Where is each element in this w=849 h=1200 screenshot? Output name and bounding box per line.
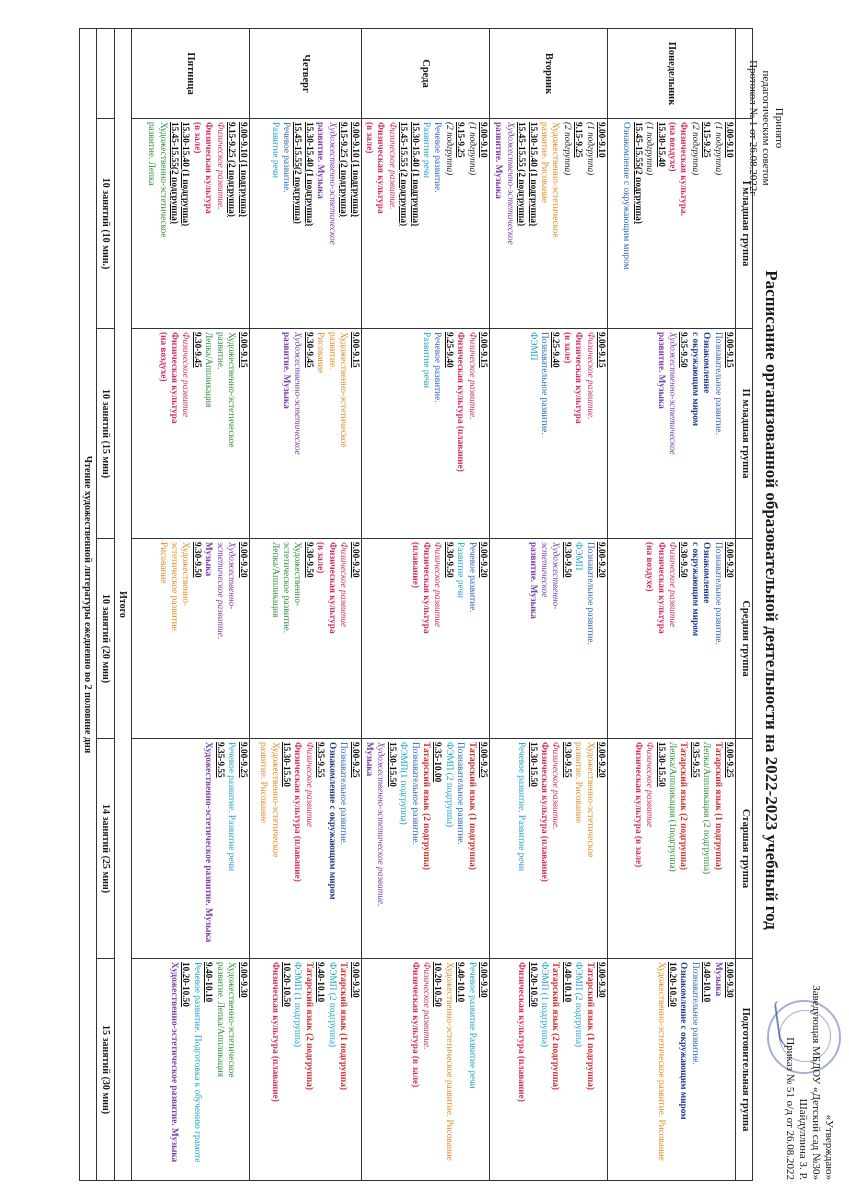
activity-line: развитие. Лепка	[146, 122, 157, 186]
schedule-cell	[361, 959, 489, 1181]
activity-line: Развитие речи	[269, 122, 280, 179]
activity-line: Рисование	[315, 332, 326, 374]
activity-line: Речевое развитие.	[432, 332, 443, 403]
time-slot: 9.30-9.50	[561, 542, 572, 578]
activity-line: ФЭМП (2 подгруппа)	[443, 742, 454, 828]
activity-line: Развитие речи	[455, 542, 466, 599]
time-slot: 9.00-9.30	[724, 962, 734, 998]
time-slot: 15.45-15.55 (2 подгруппа)	[516, 122, 527, 227]
activity-line: (1 подгруппа)	[584, 122, 595, 176]
time-slot: 9.00-9.25	[724, 742, 734, 778]
time-slot: 15.30-15.40 (1 подгруппа)	[409, 122, 420, 227]
activity-line: Художественно-эстетическое	[504, 122, 515, 245]
activity-line: Физическая культура (плавание)	[269, 962, 280, 1102]
time-slot: 10.20-10.50	[666, 962, 677, 1007]
activity-line: Познавательное развитие.	[538, 332, 549, 435]
day-label: Среда	[361, 29, 489, 119]
activity-line: (в зале)	[191, 122, 202, 154]
time-slot: 9.40-10.10	[203, 962, 214, 1003]
time-slot: 9.15-9.25	[701, 122, 712, 158]
time-slot: 9.00-9.30	[349, 962, 360, 998]
activity-line: Художественно-эстетическое	[269, 742, 280, 858]
time-slot: 15.30-15.40 (1 подгруппа)	[180, 122, 191, 227]
time-slot: 9.30-9.45	[303, 332, 314, 368]
activity-line: Физическое развитие	[180, 332, 191, 418]
approved-by-block	[783, 930, 835, 1180]
activity-line: Татарский язык (1 подгруппа)	[584, 962, 595, 1090]
activity-line: Речевое развитие.	[466, 542, 477, 613]
activity-line: ФЭМП (1 подгруппа)	[292, 962, 303, 1048]
column-header: II младшая группа	[736, 329, 753, 539]
time-slot: 9.15-9.25 (2 подгруппа)	[338, 122, 349, 217]
schedule-cell	[608, 739, 736, 959]
activity-line: развитие. Музыка	[527, 542, 538, 619]
activity-line: эстетическое развитие.	[281, 542, 292, 634]
time-slot: 9.35-10.00	[432, 742, 443, 783]
time-slot: 9.15-9.25	[455, 122, 466, 158]
activity-line: Познавательное развитие.	[338, 742, 349, 845]
time-slot: 15.45-15.55(2 подгруппа)	[292, 122, 303, 224]
day-row	[490, 29, 608, 1181]
time-slot: 10.20-10.50	[281, 962, 292, 1007]
schedule-cell	[361, 329, 489, 539]
day-row	[249, 29, 361, 1181]
column-header: I младшая группа	[736, 119, 753, 329]
activity-line: эстетическое	[538, 542, 549, 598]
activity-line: Физическая культура (плавание)	[538, 742, 549, 882]
approved-line: Заведующая МБДОУ «Детский сад №30»	[810, 985, 822, 1180]
time-slot: 9.00-9.15	[237, 332, 248, 368]
approval-line: педагогическим советом	[760, 70, 772, 186]
total-cell: 10 занятий (20 мин)	[96, 539, 114, 739]
activity-line: Лепка/Аппликация (2 подгруппа)	[701, 742, 712, 875]
schedule-cell	[490, 739, 608, 959]
activity-line: ФЭМП (2 подгруппа)	[573, 962, 584, 1048]
activity-line: Физическое развитие.	[550, 742, 561, 830]
activity-line: Художественно-эстетическое развитие. Рисование	[655, 962, 666, 1161]
time-slot: 9.25-9.40	[443, 332, 454, 368]
schedule-cell	[490, 959, 608, 1181]
column-header: Старшая группа	[736, 739, 753, 959]
time-slot: 10.20-10.50	[432, 962, 443, 1007]
activity-line: развитие. Лепка/Аппликация	[214, 962, 225, 1078]
activity-line: Познавательное развитие.	[455, 742, 466, 845]
activity-line: Художественно-эстетическое	[326, 122, 337, 245]
activity-line: Физическая культура.	[678, 122, 689, 216]
activity-line: ФЭМП(1 подгруппа)	[398, 742, 409, 825]
schedule-cell	[131, 959, 249, 1181]
activity-line: Лепка/Аппликация (1подгруппа)	[666, 742, 677, 872]
activity-line: Ознакомление	[701, 542, 712, 604]
time-slot: 9.00-9.10	[724, 122, 734, 158]
time-slot: 9.40-10.10	[561, 962, 572, 1003]
activity-line: (в зале)	[561, 332, 572, 364]
activity-line: Художественно-	[180, 542, 191, 607]
time-slot: 9.40-10.10	[701, 962, 712, 1003]
activity-line: Музыка	[712, 962, 723, 997]
activity-line: Художественно-эстетическое развитие. Музыка	[169, 962, 180, 1163]
time-slot: 9.00-9.10	[478, 122, 488, 158]
activity-line: (1 подгруппа)	[644, 122, 655, 176]
column-header	[736, 29, 753, 119]
schedule-cell	[490, 539, 608, 739]
activity-line: ФЭМП (2 подгруппа)	[326, 962, 337, 1048]
time-slot: 15.30-15.50	[386, 742, 397, 787]
time-slot: 9.00-9.20	[478, 542, 488, 578]
total-cell: 10 занятий (10 мин.)	[96, 119, 114, 329]
activity-line: Физическое развитие.	[386, 122, 397, 210]
activity-line: Физическое развитие.	[584, 332, 595, 420]
time-slot: 9.35-9.50	[678, 332, 689, 368]
activity-line: Художественно-эстетическое	[292, 332, 303, 455]
activity-line: Речевое развитие. Развитие речи	[226, 742, 237, 871]
approval-line: Протокол № 1 от 26.08.2022г	[747, 60, 759, 196]
time-slot: 15.30-15.40 (1 подгруппа)	[303, 122, 314, 227]
schedule-cell	[490, 119, 608, 329]
activity-line: Художественно-эстетическое	[338, 332, 349, 448]
activity-line: Физическая культура	[375, 122, 386, 214]
schedule-cell	[131, 539, 249, 739]
total-cell: 10 занятий (15 мин)	[96, 329, 114, 539]
activity-line: Художественно-эстетическое	[550, 122, 561, 238]
time-slot: 9.00-9.15	[596, 332, 606, 368]
activity-line: Художественно-	[226, 542, 237, 610]
activity-line: Художественно-эстетическое	[584, 742, 595, 858]
activity-line: Художественно-эстетическое развитие.	[375, 742, 386, 907]
time-slot: 9.00-9.20	[237, 542, 248, 578]
activity-line: развитие. Рисование	[573, 742, 584, 824]
schedule-cell	[249, 539, 361, 739]
time-slot: 9.30-9.55	[561, 742, 572, 778]
activity-line: (1 подгруппа)	[712, 122, 723, 176]
activity-line: Татарский язык (2 подгруппа)	[678, 742, 689, 870]
activity-line: развитие. Музыка	[315, 122, 326, 199]
activity-line: Лепка/Аппликация	[203, 332, 214, 408]
activity-line: Художественно-эстетическое	[226, 332, 237, 448]
total-cell: 14 занятий (25 мин)	[96, 739, 114, 959]
activity-line: Физическое развитие.	[420, 962, 431, 1050]
activity-line: Ознакомление с окружающим миром	[678, 962, 689, 1120]
activity-line: Физическое развитие	[644, 742, 655, 828]
time-slot: 10.20-10.50	[180, 962, 191, 1007]
activity-line: (на воздухе)	[157, 332, 168, 382]
activity-line: Физическая культура	[326, 542, 337, 634]
schedule-cell	[361, 119, 489, 329]
day-row	[361, 29, 489, 1181]
activity-line: развитие. Музыка	[493, 122, 504, 199]
approved-line: Приказ № 51 о/д от 26.08.2022	[784, 1037, 796, 1180]
footnote-row	[79, 29, 96, 1181]
time-slot: 9.30-9.50	[443, 542, 454, 578]
approved-line: «Утверждаю»	[823, 1114, 835, 1180]
time-slot: 9.00-9.30	[596, 962, 606, 998]
time-slot: 9.00-9.10	[596, 122, 606, 158]
activity-line: Развитие речи	[420, 332, 431, 389]
activity-line: (в зале)	[363, 122, 374, 154]
time-slot: 9.15-9.25	[573, 122, 584, 158]
activity-line: с окружающим миром	[689, 332, 700, 427]
time-slot: 15.30-15.50	[655, 742, 666, 787]
activity-line: Физическое развитие.	[214, 122, 225, 210]
time-slot: 9.35-9.55	[689, 742, 700, 778]
activity-line: развитие.	[214, 332, 225, 370]
activity-line: Музыка	[363, 742, 374, 777]
activity-line: Художественно-	[292, 542, 303, 607]
column-header: Подготовительная группа	[736, 959, 753, 1181]
time-slot: 9.00-9.20	[349, 542, 360, 578]
activity-line: Познавательное развитие.	[584, 542, 595, 645]
activity-line: Физическая культура	[655, 542, 666, 634]
time-slot: 15.30-15.50	[527, 742, 538, 787]
activity-line: Познавательное развитие.	[689, 962, 700, 1065]
schedule-cell	[608, 539, 736, 739]
time-slot: 9.35-9.55	[315, 742, 326, 778]
activity-line: Художественно-	[550, 542, 561, 610]
time-slot: 9.00-9.15	[478, 332, 488, 368]
approval-line: Принято	[773, 107, 785, 149]
schedule-cell	[490, 329, 608, 539]
day-label: Четверг	[249, 29, 361, 119]
schedule-cell	[249, 959, 361, 1181]
activity-line: (на воздухе)	[666, 122, 677, 172]
activity-line: Речевое развитие.	[281, 122, 292, 193]
activity-line: Татарский язык (2 подгруппа)	[420, 742, 431, 870]
activity-line: Художественно-эстетическое	[157, 122, 168, 238]
time-slot: 9.00-9.25	[237, 742, 248, 778]
activity-line: (1 подгруппа)	[466, 122, 477, 176]
time-slot: 9.40-10.10	[315, 962, 326, 1003]
header-row	[736, 29, 753, 1181]
activity-line: Ознакомление с окружающим миром	[621, 122, 632, 270]
activity-line: Ознакомление с окружающим миром	[326, 742, 337, 900]
approved-line: Шайдуллина З. Р.	[797, 1098, 809, 1180]
time-slot: 9.00-9.30	[478, 962, 488, 998]
activity-line: Физическая культура (плавание)	[292, 742, 303, 882]
time-slot: 9.30-9.50	[303, 542, 314, 578]
time-slot: 10.20-10.50	[527, 962, 538, 1007]
activity-line: Физическое развитие.	[466, 332, 477, 420]
schedule-cell	[131, 119, 249, 329]
activity-line: развитие. Музыка	[281, 332, 292, 409]
activity-line: (плавание)	[409, 542, 420, 588]
time-slot: 9.15-9.25 (2 подгруппа)	[226, 122, 237, 217]
day-label: Пятница	[131, 29, 249, 119]
schedule-cell	[131, 329, 249, 539]
time-slot: 9.00-9.15	[724, 332, 734, 368]
activity-line: Физическая культура	[169, 332, 180, 424]
activity-line: Познавательное развитие.	[712, 332, 723, 435]
time-slot: 9.30-9.50	[191, 542, 202, 578]
activity-line: (в зале)	[315, 542, 326, 574]
time-slot: 15.30-15.40 (1 подгруппа)	[527, 122, 538, 227]
activity-line: Физическое развитие	[303, 742, 314, 828]
activity-line: Физическое развитие	[666, 542, 677, 628]
activity-line: ФЭМП (1 подгруппа)	[538, 962, 549, 1048]
activity-line: Татарский язык (1 подгруппа)	[466, 742, 477, 870]
activity-line: Физическая культура (в зале)	[632, 742, 643, 868]
activity-line: ФЭМП	[573, 542, 584, 571]
time-slot: 9.00-9.20	[596, 542, 606, 578]
day-label: Вторник	[490, 29, 608, 119]
activity-line: (2 подгруппа)	[561, 122, 572, 176]
activity-line: Ознакомление	[701, 332, 712, 394]
activity-line: Физическая культура	[573, 332, 584, 424]
time-slot: 9.00-9.30	[237, 962, 248, 998]
time-slot: 9.25-9.40	[550, 332, 561, 368]
time-slot: 9.00-9.25	[478, 742, 488, 778]
time-slot: 15.45-15.55 (2 подгруппа)	[398, 122, 409, 227]
schedule-cell	[249, 739, 361, 959]
activity-line: с окружающим миром	[689, 542, 700, 637]
time-slot: 9.00-9.20	[724, 542, 734, 578]
time-slot: 9.30-9.50	[678, 542, 689, 578]
activity-line: Лепка/Аппликация	[269, 542, 280, 618]
time-slot: 9.00-9.10 (1 подгруппа)	[237, 122, 248, 217]
activity-line: Физическое развитие	[338, 542, 349, 628]
activity-line: Татарский язык (1 подгруппа)	[712, 742, 723, 870]
activity-line: Художественно-эстетическое развитие. Музыка	[203, 742, 214, 943]
activity-line: Физическая культура (плавание)	[455, 332, 466, 472]
activity-line: Музыка	[203, 542, 214, 577]
schedule-cell	[131, 739, 249, 959]
activity-line: Речевое развитие. Развитие речи	[516, 742, 527, 871]
time-slot: 15.30-15.50	[281, 742, 292, 787]
activity-line: развитие.	[326, 332, 337, 370]
schedule-table	[79, 28, 753, 1181]
activity-line: Физическая культура	[420, 542, 431, 634]
schedule-cell	[361, 539, 489, 739]
total-cell: 15 занятий (30 мин)	[96, 959, 114, 1181]
schedule-cell	[608, 119, 736, 329]
time-slot: 9.30-9.45	[191, 332, 202, 368]
schedule-cell	[249, 329, 361, 539]
totals-label-cell	[96, 29, 114, 119]
itogo-label: Итого	[114, 29, 131, 1181]
activity-line: (2 подгруппа)	[689, 122, 700, 176]
time-slot: 9.00-9.15	[349, 332, 360, 368]
activity-line: (2 подгруппа)	[443, 122, 454, 176]
itogo-row	[114, 29, 131, 1181]
activity-line: Физическая культура	[203, 122, 214, 214]
schedule-cell	[608, 329, 736, 539]
activity-line: Рисование	[157, 542, 168, 584]
activity-line: Художественно-эстетическое	[226, 962, 237, 1078]
activity-line: Речевое развитие Развитие речи	[466, 962, 477, 1089]
time-slot: 15.45-15.55(2 подгруппа)	[632, 122, 643, 224]
day-row	[608, 29, 736, 1181]
activity-line: Речевое развитие.	[432, 122, 443, 193]
time-slot: 15.30-15.40	[655, 122, 666, 167]
activity-line: Физическое развитие	[432, 542, 443, 628]
activity-line: Развитие речи	[420, 122, 431, 179]
activity-line: развитие. Музыка	[655, 332, 666, 409]
schedule-cell	[361, 739, 489, 959]
activity-line: развитие. Рисование	[538, 122, 549, 204]
time-slot: 15.45-15.55(2 подгруппа)	[169, 122, 180, 224]
activity-line: Познавательное развитие.	[409, 742, 420, 845]
schedule-cell	[608, 959, 736, 1181]
activity-line: Татарский язык (1 подгруппа)	[338, 962, 349, 1090]
time-slot: 9.35-9.55	[214, 742, 225, 778]
totals-row	[96, 29, 114, 1181]
activity-line: Познавательное развитие.	[712, 542, 723, 645]
activity-line: эстетическое развитие.	[169, 542, 180, 634]
time-slot: 9.40-10.10	[455, 962, 466, 1003]
activity-line: Физическая культура (в зале)	[409, 962, 420, 1088]
activity-line: эстетическое развитие.	[214, 542, 225, 640]
activity-line: Татарский язык (2 подгруппа)	[303, 962, 314, 1090]
activity-line: ФЭМП	[527, 332, 538, 361]
page-title: Расписание организованной образовательной деятельности на 2022-2023 учебный год	[762, 270, 781, 930]
activity-line: Художественно-эстетическое развитие. Рисование	[443, 962, 454, 1161]
footnote: Чтение художественной литературы ежедневно во 2 половине дня	[79, 29, 96, 1181]
day-row	[131, 29, 249, 1181]
time-slot: 9.00-9.25	[349, 742, 360, 778]
activity-line: Физическая культура (плавание)	[516, 962, 527, 1102]
time-slot: 9.00-9.20	[596, 742, 606, 778]
activity-line: Татарский язык (2 подгруппа)	[550, 962, 561, 1090]
activity-line: Художественно-эстетическое	[666, 332, 677, 455]
activity-line: (на воздухе)	[644, 542, 655, 592]
activity-line: Речевое развитие. Подготовка к обучению грамоте	[191, 962, 202, 1163]
schedule-cell	[249, 119, 361, 329]
column-header: Средняя группа	[736, 539, 753, 739]
activity-line: развитие. Рисование	[258, 742, 269, 824]
time-slot: 9.00-9.10 (1 подгруппа)	[349, 122, 360, 217]
day-label: Понедельник	[608, 29, 736, 119]
